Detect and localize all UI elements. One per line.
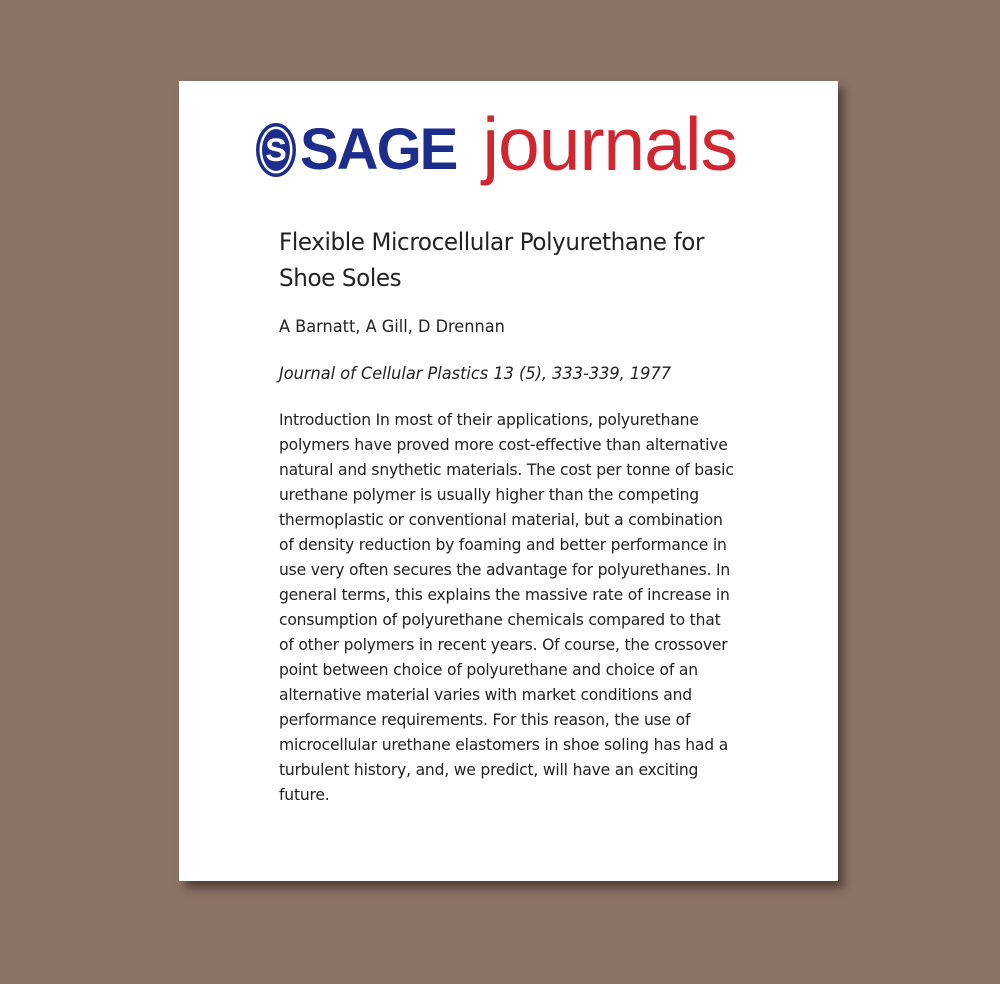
article-card	[179, 81, 838, 881]
sage-s-logo-icon	[254, 120, 298, 180]
article-content	[279, 224, 749, 823]
article-title[interactable]: Flexible Microcellular Polyurethane for Shoe Soles	[279, 228, 705, 292]
sage-wordmark: SAGE	[300, 117, 457, 182]
article-authors: A Barnatt, A Gill, D Drennan	[279, 317, 505, 337]
journals-wordmark: journals	[482, 101, 738, 186]
svg-text:S: S	[265, 132, 287, 168]
article-abstract: Introduction In most of their applications, polyurethane polymers have proved more cost-effective than alternative natural and snythetic materials. The cost per tonne of basic urethane polymer is usually higher than the competing thermoplastic or conventional material, but a combination of density reduction by foaming and better performance in use very often secures the advantage for polyurethanes. In general terms, this explains the massive rate of increase in consumption of polyurethane chemicals compared to that of other polymers in recent years. Of course, the crossover point between choice of polyurethane and choice of an alternative material varies with market conditions and performance requirements. For this reason, the use of microcellular urethane elastomers in shoe soling has had a turbulent history, and, we predict, will have an exciting future.	[279, 410, 734, 804]
article-citation: Journal of Cellular Plastics 13 (5), 333-339, 1977	[279, 364, 672, 384]
sage-journals-logo[interactable]	[254, 103, 737, 193]
